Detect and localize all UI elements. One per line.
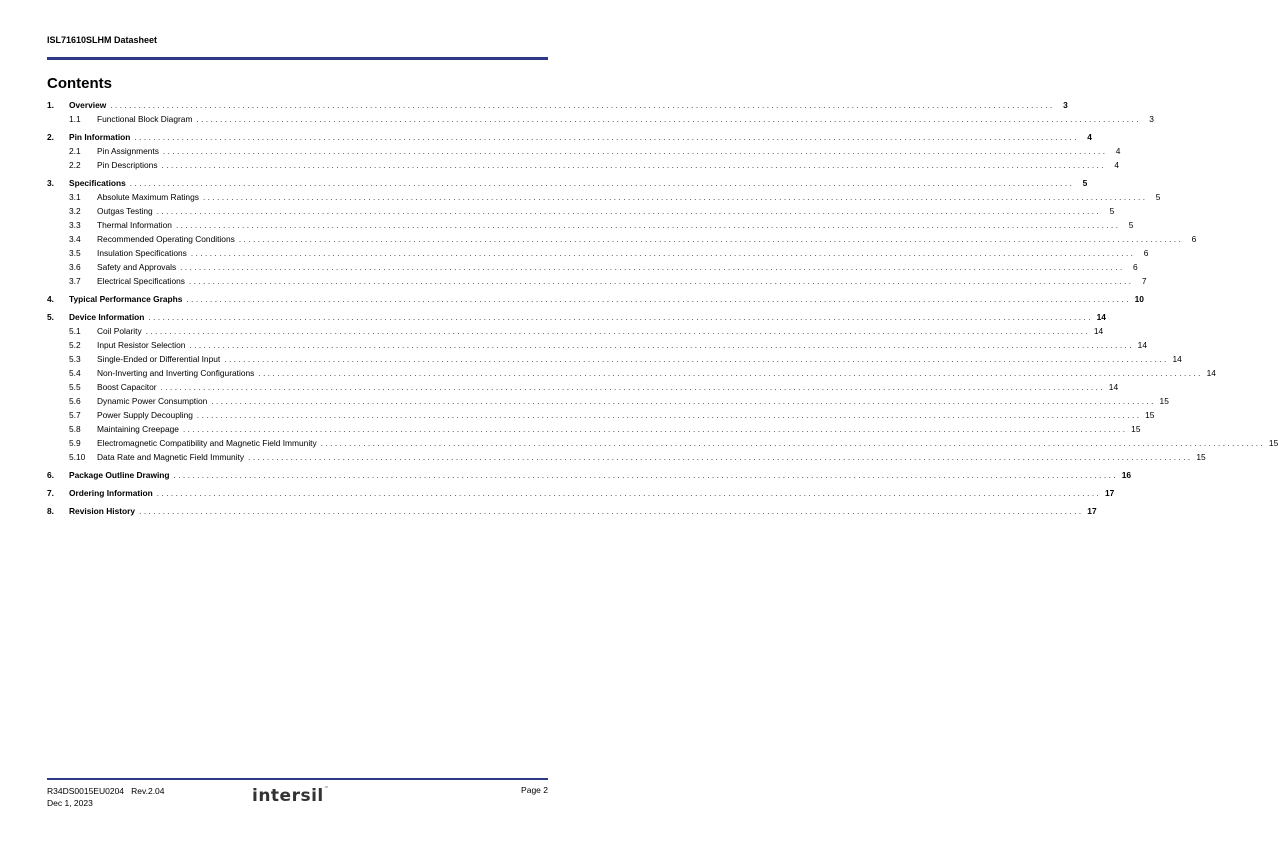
toc-entry-page: 10: [1134, 294, 1144, 304]
toc-entry-page: 14: [1108, 382, 1119, 392]
toc-entry[interactable]: [47, 293, 1144, 306]
toc-entry[interactable]: [47, 145, 1121, 158]
toc-leader-dots: ........................................................................................................................................................................................................: [180, 263, 1125, 272]
toc-entry[interactable]: [47, 437, 1278, 450]
toc-entry-page: 17: [1087, 506, 1097, 516]
toc-entry-title: Specifications: [69, 178, 126, 188]
toc-leader-dots: ........................................................................................................................................................................................................: [186, 295, 1131, 304]
toc-entry-title: Pin Descriptions: [97, 160, 158, 170]
toc-entry-title: Single-Ended or Differential Input: [97, 354, 221, 364]
toc-entry-number: 5.1: [69, 326, 81, 336]
toc-entry-number: 6.: [47, 470, 54, 480]
toc-entry-number: 3.4: [69, 234, 81, 244]
toc-entry[interactable]: [47, 325, 1104, 338]
toc-entry-title: Insulation Specifications: [97, 248, 187, 258]
toc-leader-dots: ........................................................................................................................................................................................................: [196, 411, 1142, 420]
toc-entry-number: 5.: [47, 312, 54, 322]
toc-entry-page: 5: [1155, 192, 1161, 202]
toc-entry[interactable]: [47, 409, 1155, 422]
toc-leader-dots: ........................................................................................................................................................................................................: [190, 249, 1136, 258]
footer-document-info: [47, 785, 165, 809]
footer-date: Dec 1, 2023: [47, 798, 93, 808]
toc-entry-number: 2.: [47, 132, 54, 142]
footer-doc-number: R34DS0015EU0204: [47, 786, 125, 796]
document-header-title: ISL71610SLHM Datasheet: [47, 35, 158, 45]
toc-entry-number: 5.7: [69, 410, 81, 420]
toc-entry-page: 6: [1143, 248, 1149, 258]
toc-entry-page: 14: [1137, 340, 1147, 350]
toc-entry-number: 1.: [47, 100, 54, 110]
toc-entry-title: Power Supply Decoupling: [97, 410, 193, 420]
toc-entry-page: 15: [1131, 424, 1141, 434]
toc-entry-number: 5.3: [69, 354, 81, 364]
toc-entry-page: 16: [1121, 470, 1132, 480]
toc-entry-title: Pin Information: [69, 132, 131, 142]
toc-entry[interactable]: [47, 451, 1206, 464]
toc-entry[interactable]: [47, 353, 1182, 366]
logo-trademark: ™: [323, 786, 330, 792]
toc-entry-page: 14: [1172, 354, 1182, 364]
toc-entry-page: 15: [1268, 438, 1278, 448]
toc-entry-number: 3.1: [69, 192, 81, 202]
toc-entry-number: 5.4: [69, 368, 81, 378]
toc-entry-page: 4: [1115, 146, 1121, 156]
toc-entry-page: 6: [1191, 234, 1197, 244]
toc-entry-title: Ordering Information: [69, 488, 153, 498]
toc-entry[interactable]: [47, 219, 1134, 232]
toc-entry-page: 4: [1114, 160, 1120, 170]
toc-entry-title: Boost Capacitor: [97, 382, 157, 392]
toc-entry[interactable]: [47, 247, 1149, 260]
toc-entry-page: 14: [1093, 326, 1104, 336]
toc-entry[interactable]: [47, 395, 1169, 408]
toc-entry[interactable]: [47, 381, 1119, 394]
toc-entry-page: 5: [1128, 220, 1134, 230]
toc-entry-title: Non-Inverting and Inverting Configurations: [97, 368, 255, 378]
toc-leader-dots: ........................................................................................................................................................................................................: [156, 489, 1102, 498]
toc-leader-dots: ........................................................................................................................................................................................................: [139, 507, 1084, 516]
toc-entry-page: 6: [1133, 262, 1138, 272]
toc-leader-dots: ........................................................................................................................................................................................................: [196, 115, 1141, 124]
toc-entry-title: Electromagnetic Compatibility and Magnetic Field Immunity: [97, 438, 317, 448]
toc-entry-number: 3.7: [69, 276, 81, 286]
toc-entry-title: Overview: [69, 100, 107, 110]
contents-heading: Contents: [47, 75, 112, 92]
toc-leader-dots: ........................................................................................................................................................................................................: [188, 277, 1134, 286]
toc-leader-dots: ........................................................................................................................................................................................................: [248, 453, 1193, 462]
toc-entry-number: 7.: [47, 488, 54, 498]
toc-leader-dots: ........................................................................................................................................................................................................: [182, 425, 1128, 434]
toc-entry-page: 14: [1096, 312, 1106, 322]
toc-entry[interactable]: [47, 159, 1120, 172]
toc-entry-number: 1.1: [69, 114, 81, 124]
header-divider: [47, 57, 548, 60]
toc-entry-number: 5.8: [69, 424, 81, 434]
intersil-logo: [252, 786, 329, 806]
toc-leader-dots: ........................................................................................................................................................................................................: [148, 313, 1093, 322]
toc-entry-number: 5.5: [69, 382, 81, 392]
toc-entry-page: 3: [1149, 114, 1154, 124]
toc-entry[interactable]: [47, 311, 1106, 324]
toc-leader-dots: ........................................................................................................................................................................................................: [320, 439, 1266, 448]
toc-entry-page: 15: [1159, 396, 1169, 406]
toc-leader-dots: ........................................................................................................................................................................................................: [173, 471, 1119, 480]
toc-leader-dots: ........................................................................................................................................................................................................: [224, 355, 1169, 364]
toc-entry-page: 3: [1063, 100, 1068, 110]
toc-entry-number: 5.10: [69, 452, 86, 462]
toc-entry-page: 5: [1109, 206, 1115, 216]
toc-entry-number: 5.6: [69, 396, 81, 406]
toc-entry[interactable]: [47, 191, 1161, 204]
toc-entry-title: Safety and Approvals: [97, 262, 177, 272]
toc-leader-dots: ........................................................................................................................................................................................................: [160, 383, 1106, 392]
toc-leader-dots: ........................................................................................................................................................................................................: [162, 147, 1108, 156]
toc-entry[interactable]: [47, 261, 1138, 274]
toc-entry-number: 5.9: [69, 438, 81, 448]
toc-leader-dots: ........................................................................................................................................................................................................: [202, 193, 1148, 202]
toc-entry[interactable]: [47, 469, 1132, 482]
toc-entry[interactable]: [47, 339, 1147, 352]
toc-entry-number: 5.2: [69, 340, 81, 350]
toc-entry-page: 15: [1196, 452, 1206, 462]
toc-entry-page: 17: [1104, 488, 1115, 498]
toc-entry[interactable]: [47, 275, 1147, 288]
toc-leader-dots: ........................................................................................................................................................................................................: [110, 101, 1055, 110]
footer-page-number: Page 2: [521, 785, 548, 795]
toc-entry-title: Pin Assignments: [97, 146, 159, 156]
toc-entry-title: Data Rate and Magnetic Field Immunity: [97, 452, 245, 462]
toc-entry[interactable]: [47, 505, 1097, 518]
toc-entry-number: 3.3: [69, 220, 81, 230]
toc-entry-title: Absolute Maximum Ratings: [97, 192, 199, 202]
toc-entry-page: 14: [1206, 368, 1216, 378]
footer-divider: [47, 778, 548, 780]
toc-entry-number: 4.: [47, 294, 54, 304]
toc-entry[interactable]: [47, 205, 1115, 218]
toc-entry-title: Revision History: [69, 506, 136, 516]
toc-entry-title: Input Resistor Selection: [97, 340, 186, 350]
toc-entry-page: 4: [1087, 132, 1092, 142]
toc-entry-title: Recommended Operating Conditions: [97, 234, 235, 244]
toc-entry-title: Maintaining Creepage: [97, 424, 179, 434]
toc-entry-title: Electrical Specifications: [97, 276, 185, 286]
toc-entry[interactable]: [47, 177, 1088, 190]
toc-entry-title: Typical Performance Graphs: [69, 294, 183, 304]
toc-entry-number: 2.2: [69, 160, 81, 170]
logo-text: intersil: [252, 786, 324, 806]
toc-entry-number: 8.: [47, 506, 54, 516]
toc-entry[interactable]: [47, 233, 1197, 246]
toc-entry-title: Thermal Information: [97, 220, 172, 230]
toc-entry-title: Outgas Testing: [97, 206, 153, 216]
toc-entry-number: 3.5: [69, 248, 81, 258]
toc-leader-dots: ........................................................................................................................................................................................................: [189, 341, 1134, 350]
toc-leader-dots: ........................................................................................................................................................................................................: [129, 179, 1075, 188]
toc-leader-dots: ........................................................................................................................................................................................................: [145, 327, 1091, 336]
toc-entry[interactable]: [47, 423, 1141, 436]
toc-leader-dots: ........................................................................................................................................................................................................: [238, 235, 1184, 244]
toc-entry-page: 7: [1141, 276, 1147, 286]
toc-entry-title: Device Information: [69, 312, 145, 322]
toc-entry-title: Functional Block Diagram: [97, 114, 193, 124]
toc-leader-dots: ........................................................................................................................................................................................................: [258, 369, 1203, 378]
toc-leader-dots: ........................................................................................................................................................................................................: [211, 397, 1156, 406]
toc-entry-title: Dynamic Power Consumption: [97, 396, 208, 406]
toc-leader-dots: ........................................................................................................................................................................................................: [156, 207, 1102, 216]
toc-entry[interactable]: [47, 113, 1154, 126]
toc-entry-page: 15: [1145, 410, 1155, 420]
toc-entry-number: 3.2: [69, 206, 81, 216]
toc-entry[interactable]: [47, 487, 1115, 500]
toc-leader-dots: ........................................................................................................................................................................................................: [161, 161, 1107, 170]
toc-entry[interactable]: [47, 131, 1092, 144]
toc-entry-number: 2.1: [69, 146, 81, 156]
toc-entry-title: Coil Polarity: [97, 326, 142, 336]
toc-leader-dots: ........................................................................................................................................................................................................: [175, 221, 1121, 230]
toc-leader-dots: ........................................................................................................................................................................................................: [134, 133, 1079, 142]
toc-entry-title: Package Outline Drawing: [69, 470, 170, 480]
toc-entry[interactable]: [47, 367, 1216, 380]
toc-entry-page: 5: [1082, 178, 1088, 188]
footer-revision: Rev.2.04: [131, 786, 165, 796]
toc-entry[interactable]: [47, 99, 1068, 112]
toc-entry-number: 3.: [47, 178, 54, 188]
toc-entry-number: 3.6: [69, 262, 81, 272]
